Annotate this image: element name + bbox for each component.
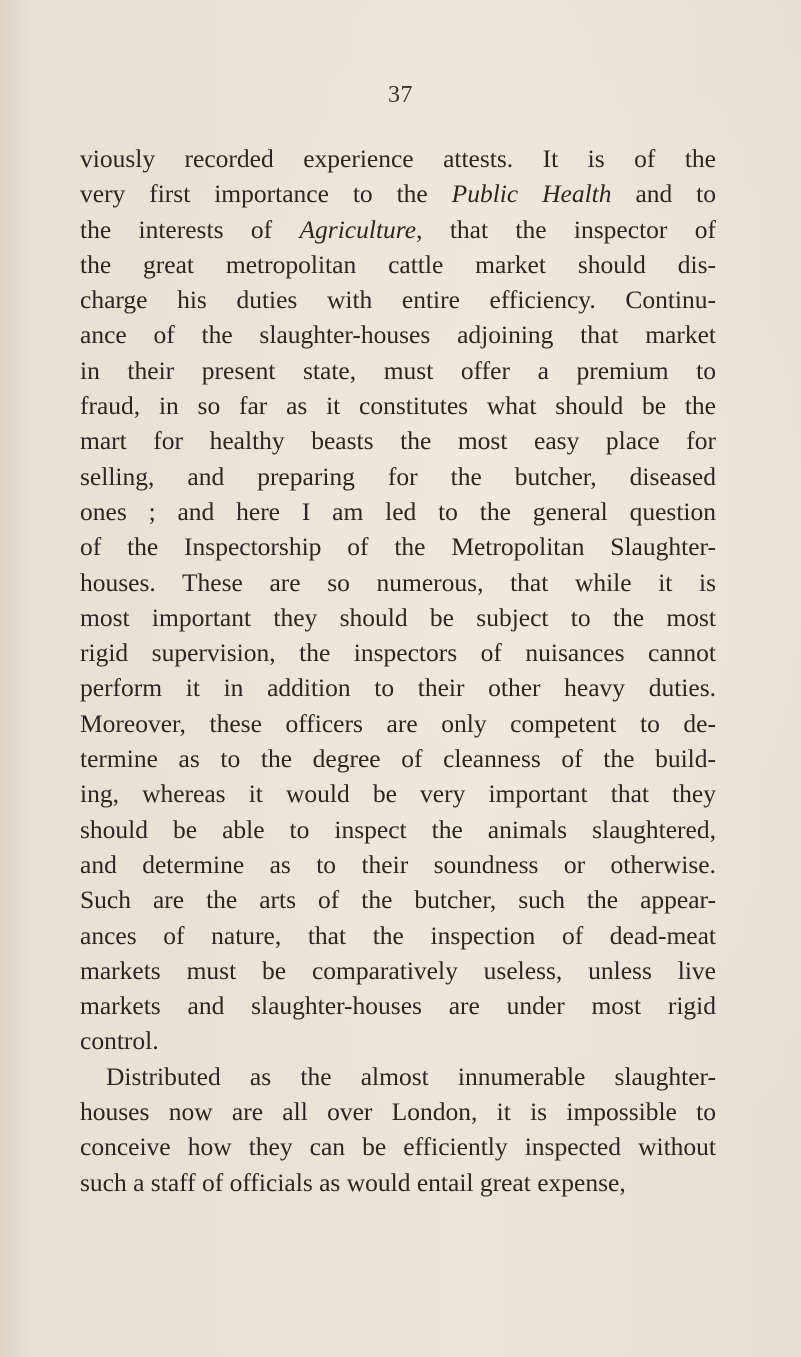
text-line <box>80 353 716 388</box>
text-line <box>80 282 716 317</box>
text-line <box>80 953 716 988</box>
text-line <box>80 600 716 635</box>
text-line <box>80 317 716 352</box>
italic-text-run: Agriculture <box>299 214 417 244</box>
text-line <box>80 423 716 458</box>
text-run: mart for healthy beasts the most easy place for <box>80 426 716 456</box>
text-run: very first importance to the <box>80 179 452 209</box>
text-line <box>80 1165 716 1200</box>
text-run: fraud, in so far as it constitutes what should be the <box>80 391 716 421</box>
page-number: 37 <box>388 82 413 108</box>
text-line <box>80 1023 716 1058</box>
text-line <box>80 1059 716 1094</box>
text-line <box>80 388 716 423</box>
text-run: the interests of <box>80 214 300 244</box>
text-run: most important they should be subject to the most <box>80 602 716 632</box>
text-run: markets must be comparatively useless, unless live <box>80 955 716 985</box>
text-run: of the Inspectorship of the Metropolitan Slaughter- <box>80 532 716 562</box>
text-run: and to <box>611 179 716 209</box>
text-run: ance of the slaughter-houses adjoining that market <box>80 320 716 350</box>
text-run: and determine as to their soundness or otherwise. <box>80 849 716 879</box>
text-line <box>80 565 716 600</box>
text-run: ones ; and here I am led to the general question <box>80 496 716 526</box>
text-run: selling, and preparing for the butcher, diseased <box>80 461 716 491</box>
text-run: the great metropolitan cattle market should dis- <box>80 249 716 279</box>
text-line <box>80 1129 716 1164</box>
text-run: , that the inspector of <box>416 214 716 244</box>
text-run: rigid supervision, the inspectors of nuisances cannot <box>80 638 716 668</box>
text-run: termine as to the degree of cleanness of the build- <box>80 744 716 774</box>
text-line <box>80 459 716 494</box>
text-line <box>80 741 716 776</box>
text-line <box>80 494 716 529</box>
text-line <box>80 706 716 741</box>
text-run: should be able to inspect the animals slaughtered, <box>80 814 716 844</box>
text-line <box>80 882 716 917</box>
text-line <box>80 1094 716 1129</box>
text-run: ing, whereas it would be very important that they <box>80 779 716 809</box>
text-line <box>80 176 716 211</box>
text-run: conceive how they can be efficiently inspected without <box>80 1132 716 1162</box>
text-run: viously recorded experience attests. It is of the <box>80 144 716 173</box>
text-line <box>80 776 716 811</box>
text-run: perform it in addition to their other heavy duties. <box>80 673 716 703</box>
text-run: Moreover, these officers are only competent to de- <box>80 708 716 738</box>
body-text <box>80 141 716 1200</box>
text-run: control. <box>80 1026 159 1056</box>
text-run: ances of nature, that the inspection of dead-meat <box>80 920 716 950</box>
text-line <box>80 141 716 176</box>
text-run: in their present state, must offer a premium to <box>80 355 716 385</box>
text-run: Such are the arts of the butcher, such the appear- <box>80 885 716 915</box>
text-line <box>80 812 716 847</box>
text-line <box>80 529 716 564</box>
text-line <box>80 918 716 953</box>
text-run: houses. These are so numerous, that while it is <box>80 567 716 597</box>
text-run: houses now are all over London, it is impossible to <box>80 1097 716 1127</box>
text-line <box>80 988 716 1023</box>
text-run: Distributed as the almost innumerable slaughter- <box>106 1061 716 1091</box>
text-line <box>80 247 716 282</box>
text-line <box>80 212 716 247</box>
text-line <box>80 635 716 670</box>
italic-text-run: Public Health <box>451 179 612 209</box>
text-run: markets and slaughter-houses are under most rigid <box>80 991 716 1021</box>
text-run: such a staff of officials as would entail great expense, <box>80 1167 626 1197</box>
text-line <box>80 847 716 882</box>
text-run: charge his duties with entire efficiency. Continu- <box>80 285 716 315</box>
text-line <box>80 670 716 705</box>
